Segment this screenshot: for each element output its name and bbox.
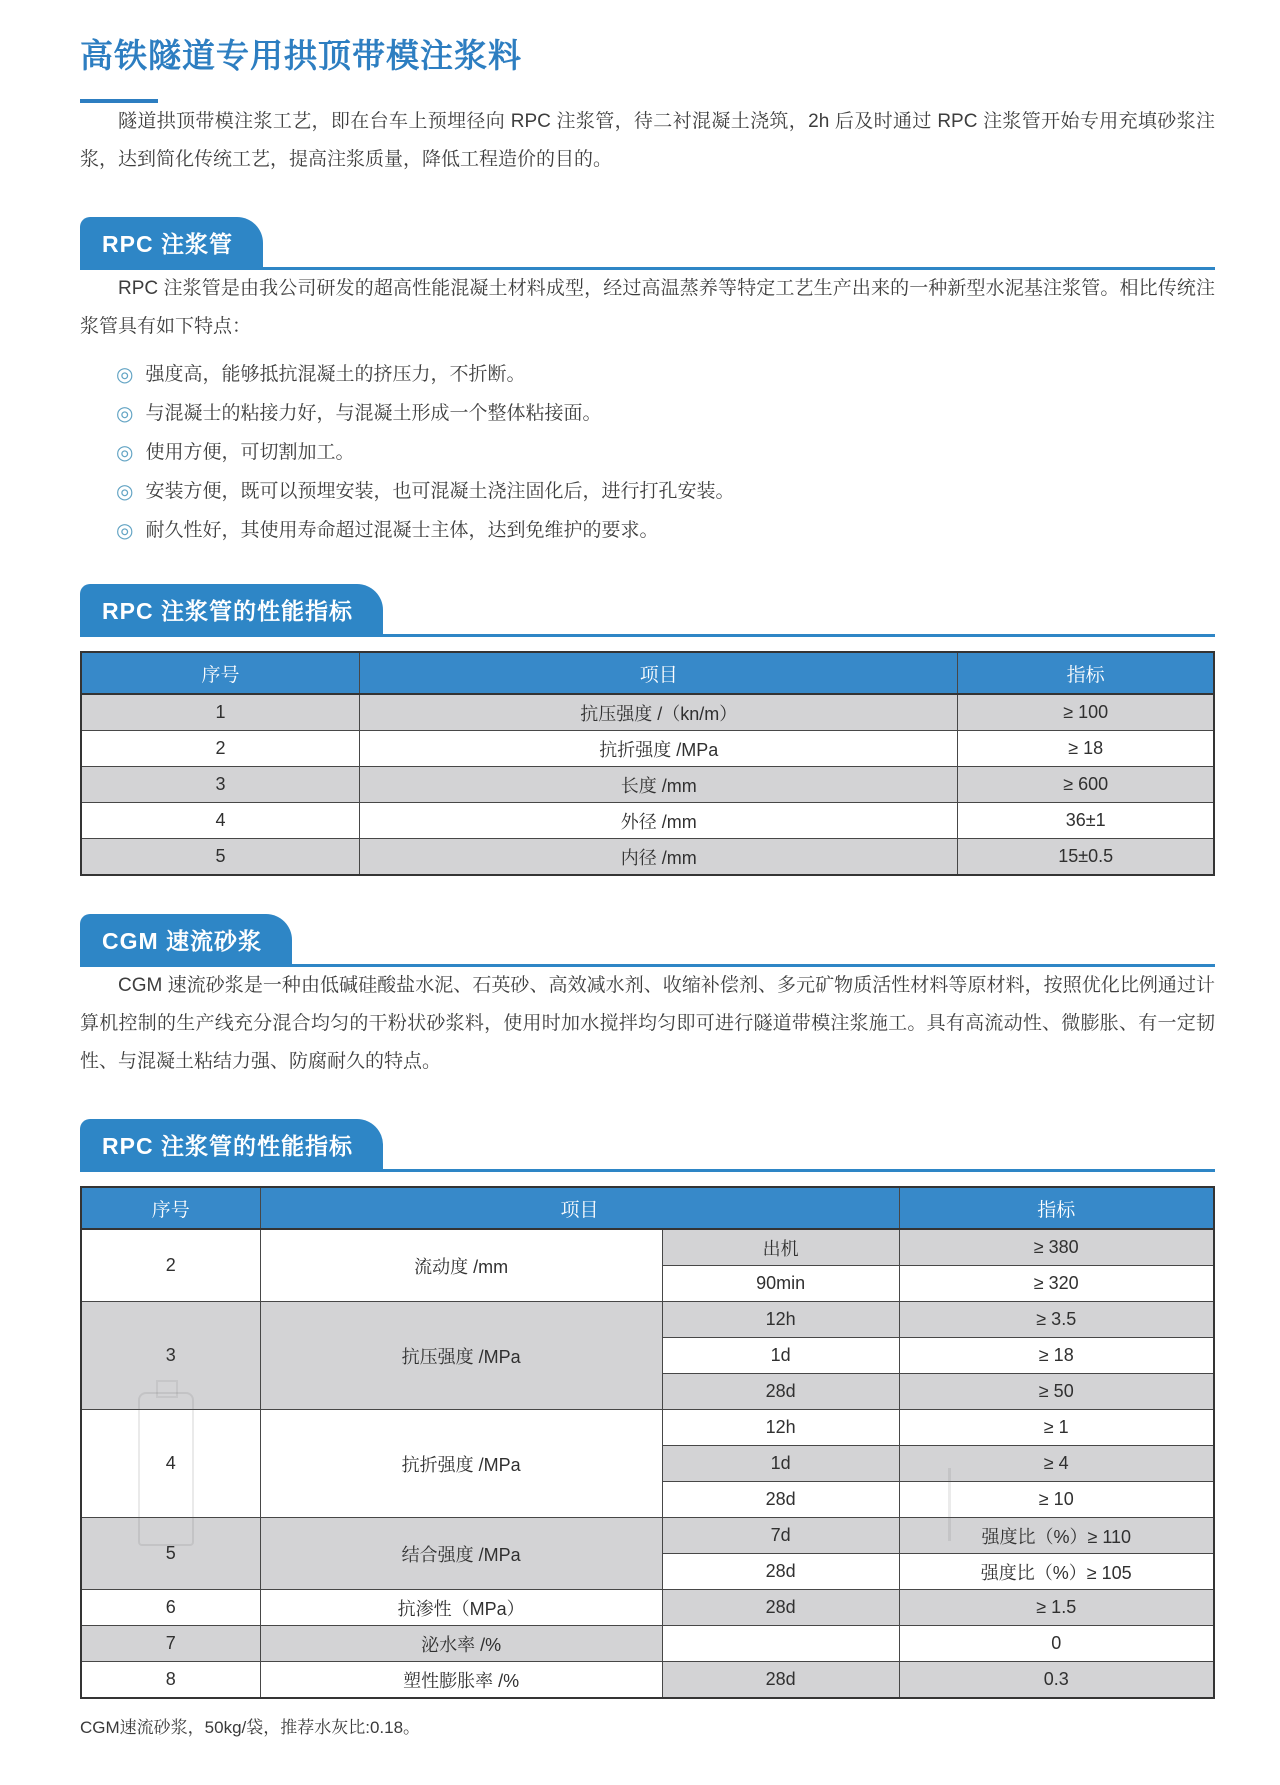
column-header: 序号 [81,652,360,694]
table-cell-item: 塑性膨胀率 /% [260,1662,662,1699]
table-row [81,1229,1214,1266]
table-cell: 1 [81,694,360,731]
table-cell-condition: 12h [662,1302,899,1338]
table-cell-condition: 1d [662,1446,899,1482]
section-tab-cgm-performance: RPC 注浆管的性能指标 [80,1119,383,1169]
bullet-text: 耐久性好，其使用寿命超过混凝士主体，达到免维护的要求。 [145,520,659,541]
table-cell-no: 7 [81,1626,260,1662]
bullet-text: 安装方便，既可以预埋安装，也可混凝土浇注固化后，进行打孔安装。 [145,481,735,502]
table-cell-condition [662,1626,899,1662]
column-header: 序号 [81,1187,260,1229]
table-cell-item: 泌水率 /% [260,1626,662,1662]
table-cell-no: 3 [81,1302,260,1410]
table-cell-value: ≥ 10 [899,1482,1214,1518]
table-header-row [81,1187,1214,1229]
table-cell-value: 0.3 [899,1662,1214,1699]
table-cell: 5 [81,839,360,876]
table-cell-condition: 出机 [662,1229,899,1266]
section-header-rpc-performance [80,584,1215,637]
table-cell-value: ≥ 1.5 [899,1590,1214,1626]
table-cell-condition: 7d [662,1518,899,1554]
list-item [116,477,1215,507]
intro-paragraph: 隧道拱顶带模注浆工艺，即在台车上预埋径向 RPC 注浆管，待二衬混凝土浇筑，2h 后及时通过 RPC 注浆管开始专用充填砂浆注浆，达到简化传统工艺，提高注浆质量，降低工程造价的目的。 [80,111,1215,170]
bullet-text: 强度高，能够抵抗混凝土的挤压力，不折断。 [145,364,526,385]
table-cell-value: ≥ 50 [899,1374,1214,1410]
bullet-circle-icon: ◎ [116,442,134,464]
table-cell-condition: 28d [662,1662,899,1699]
list-item [116,399,1215,429]
table-cell: ≥ 600 [958,767,1214,803]
table-cell-value: ≥ 1 [899,1410,1214,1446]
column-header: 指标 [899,1187,1214,1229]
table-cell-condition: 28d [662,1374,899,1410]
table-cell: ≥ 18 [958,731,1214,767]
table-row [81,767,1214,803]
rpc-body-paragraph: RPC 注浆管是由我公司研发的超高性能混凝土材料成型，经过高温蒸养等特定工艺生产出来的一种新型水泥基注浆管。相比传统注浆管具有如下特点： [80,278,1215,337]
footnote-text: CGM速流砂浆，50kg/袋，推荐水灰比:0.18。 [80,1718,421,1737]
cgm-performance-table [80,1186,1215,1699]
table-cell-no: 4 [81,1410,260,1518]
table-cell-no: 8 [81,1662,260,1699]
table-cell-item: 抗折强度 /MPa [260,1410,662,1518]
bullet-text: 与混凝士的粘接力好，与混凝土形成一个整体粘接面。 [145,403,602,424]
table-cell: ≥ 100 [958,694,1214,731]
table-cell-item: 抗渗性（MPa） [260,1590,662,1626]
table-cell: 2 [81,731,360,767]
table-cell-value: ≥ 380 [899,1229,1214,1266]
cgm-body-paragraph: CGM 速流砂浆是一种由低碱硅酸盐水泥、石英砂、高效减水剂、收缩补偿剂、多元矿物质活性材料等原材料，按照优化比例通过计算机控制的生产线充分混合均匀的干粉状砂浆料，使用时加水搅拌均匀即可进行隧道带模注浆施工。具有高流动性、微膨胀、有一定韧性、与混凝土粘结力强、防腐耐久的特点。 [80,975,1215,1072]
table-cell-no: 5 [81,1518,260,1590]
table-cell: 15±0.5 [958,839,1214,876]
table-row [81,731,1214,767]
table-cell: 抗折强度 /MPa [360,731,958,767]
table-cell-item: 流动度 /mm [260,1229,662,1302]
section-header-cgm [80,914,1215,967]
table-cell: 外径 /mm [360,803,958,839]
bullet-text: 使用方便，可切割加工。 [145,442,355,463]
table-row [81,1410,1214,1446]
table-cell-value: 0 [899,1626,1214,1662]
table-cell-condition: 28d [662,1554,899,1590]
section-tab-rpc: RPC 注浆管 [80,217,263,267]
rpc-feature-list [80,360,1215,546]
table-row [81,1590,1214,1626]
table-cell-condition: 28d [662,1482,899,1518]
table-row [81,1662,1214,1699]
table-cell-condition: 12h [662,1410,899,1446]
table-cell-value: ≥ 18 [899,1338,1214,1374]
table-cell-condition: 28d [662,1590,899,1626]
bullet-circle-icon: ◎ [116,481,134,503]
list-item [116,438,1215,468]
table-cell-value: 强度比（%）≥ 105 [899,1554,1214,1590]
page-title: 高铁隧道专用拱顶带模注浆料 [80,37,522,74]
bullet-circle-icon: ◎ [116,520,134,542]
table-cell-condition: 90min [662,1266,899,1302]
table-row [81,803,1214,839]
table-row [81,1626,1214,1662]
table-row [81,839,1214,876]
table-row [81,694,1214,731]
column-header: 项目 [360,652,958,694]
table-cell: 长度 /mm [360,767,958,803]
table-cell-no: 2 [81,1229,260,1302]
table-cell: 3 [81,767,360,803]
section-tab-rpc-performance: RPC 注浆管的性能指标 [80,584,383,634]
table-cell-no: 6 [81,1590,260,1626]
column-header: 指标 [958,652,1214,694]
table-cell: 36±1 [958,803,1214,839]
bullet-circle-icon: ◎ [116,364,134,386]
table-cell-item: 结合强度 /MPa [260,1518,662,1590]
section-header-rpc [80,217,1215,270]
table-row [81,1302,1214,1338]
table-cell-condition: 1d [662,1338,899,1374]
bullet-circle-icon: ◎ [116,403,134,425]
table-cell-value: 强度比（%）≥ 110 [899,1518,1214,1554]
section-header-cgm-performance [80,1119,1215,1172]
table-cell-value: ≥ 3.5 [899,1302,1214,1338]
rpc-performance-table [80,651,1215,876]
table-cell: 4 [81,803,360,839]
table-cell: 内径 /mm [360,839,958,876]
table-cell: 抗压强度 /（kn/m） [360,694,958,731]
section-tab-cgm: CGM 速流砂浆 [80,914,292,964]
list-item [116,516,1215,546]
table-header-row [81,652,1214,694]
list-item [116,360,1215,390]
table-cell-value: ≥ 4 [899,1446,1214,1482]
table-cell-value: ≥ 320 [899,1266,1214,1302]
table-cell-item: 抗压强度 /MPa [260,1302,662,1410]
column-header: 项目 [260,1187,899,1229]
table-row [81,1518,1214,1554]
